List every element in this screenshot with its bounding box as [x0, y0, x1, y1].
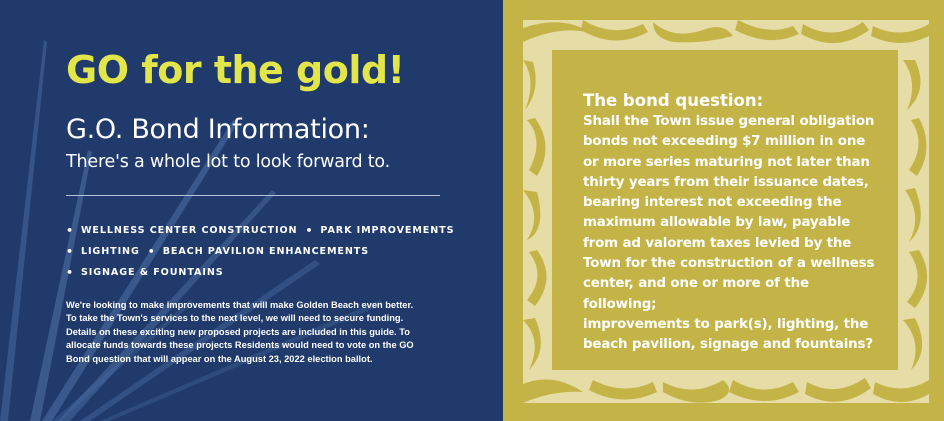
- bond-line: Shall the Town issue general obligation: [583, 114, 875, 129]
- bond-question-text: [583, 112, 883, 356]
- tagline: There's a whole lot to look forward to.: [66, 152, 390, 172]
- bond-question-title: The bond question:: [583, 91, 764, 110]
- project-list-row: [66, 241, 466, 262]
- paragraph-line: allocate funds towards these projects Residents would need to vote on the GO: [66, 340, 414, 351]
- divider: [66, 195, 440, 196]
- paragraph-line: Bond question that will appear on the August 23, 2022 election ballot.: [66, 353, 373, 364]
- project-list-row: [66, 262, 466, 283]
- section-title: G.O. Bond Information:: [66, 114, 370, 145]
- project-item: • PARK IMPROVEMENTS: [305, 224, 455, 237]
- paragraph-line: Details on these exciting new proposed projects are included in this guide. To: [66, 326, 410, 337]
- bond-line: Town for the construction of a wellness: [583, 256, 875, 272]
- bond-line: thirty years from their issuance dates,: [583, 174, 869, 190]
- bond-line: maximum allowable by law, payable: [583, 215, 851, 231]
- intro-paragraph: [66, 299, 456, 366]
- bond-line: bonds not exceeding $7 million in one: [583, 134, 866, 150]
- bond-line: from ad valorem taxes levied by the: [583, 235, 852, 251]
- paragraph-line: To take the Town's services to the next level, we will need to secure funding.: [66, 313, 404, 324]
- project-item: • LIGHTING: [66, 245, 140, 258]
- bond-line: bearing interest not exceeding the: [583, 195, 842, 211]
- bond-line: beach pavilion, signage and fountains?: [583, 337, 873, 353]
- project-list: [66, 220, 466, 283]
- bond-line: center, and one or more of the following;: [583, 276, 809, 312]
- project-item: • WELLNESS CENTER CONSTRUCTION: [66, 224, 298, 237]
- paragraph-line: We're looking to make improvements that will make Golden Beach even better.: [66, 300, 414, 310]
- headline: GO for the gold!: [66, 48, 405, 92]
- project-item: • BEACH PAVILION ENHANCEMENTS: [147, 245, 370, 258]
- project-list-row: [66, 220, 466, 241]
- bond-line: or more series maturing not later than: [583, 154, 870, 170]
- project-item: • SIGNAGE & FOUNTAINS: [66, 266, 224, 279]
- bond-line: improvements to park(s), lighting, the: [583, 316, 869, 332]
